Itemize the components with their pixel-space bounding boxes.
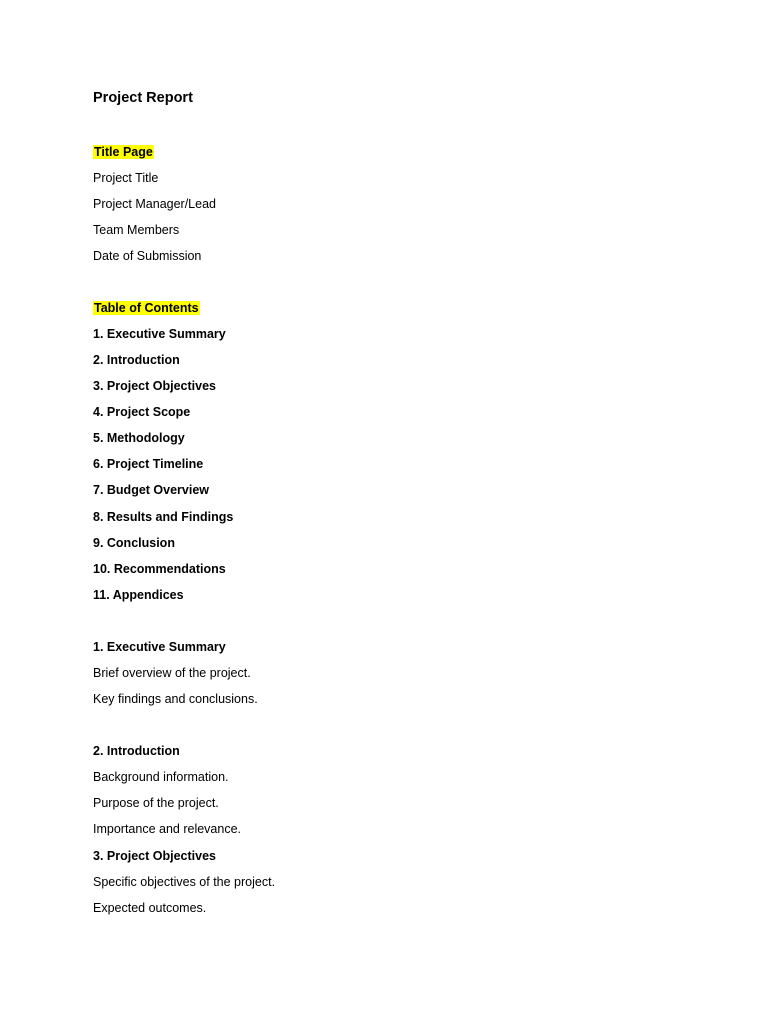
toc-item: 3. Project Objectives (93, 379, 216, 393)
section-line: Purpose of the project. (93, 796, 219, 810)
section-line: Expected outcomes. (93, 901, 207, 915)
title-page-field: Project Title (93, 171, 159, 185)
title-page-field: Team Members (93, 223, 180, 237)
section-line: Importance and relevance. (93, 822, 242, 836)
section-heading: 3. Project Objectives (93, 849, 216, 863)
toc-heading (93, 300, 200, 316)
toc-item: 4. Project Scope (93, 405, 191, 419)
section-line: Brief overview of the project. (93, 666, 251, 680)
toc-item: 7. Budget Overview (93, 483, 210, 497)
document-title: Project Report (93, 90, 193, 106)
toc-item: 9. Conclusion (93, 536, 175, 550)
toc-item: 6. Project Timeline (93, 457, 204, 471)
section-heading: 1. Executive Summary (93, 640, 226, 654)
title-page-field: Project Manager/Lead (93, 197, 216, 211)
section-line: Key findings and conclusions. (93, 692, 258, 706)
toc-item: 11. Appendices (93, 588, 184, 602)
section-line: Specific objectives of the project. (93, 875, 276, 889)
section-line: Background information. (93, 770, 229, 784)
highlighted-heading: Title Page (94, 145, 153, 159)
toc-item: 2. Introduction (93, 353, 180, 367)
title-page-field: Date of Submission (93, 249, 202, 263)
toc-item: 5. Methodology (93, 431, 185, 445)
toc-item: 10. Recommendations (93, 562, 226, 576)
highlighted-heading: Table of Contents (94, 301, 199, 315)
title-page-heading (93, 144, 154, 160)
section-heading: 2. Introduction (93, 744, 180, 758)
toc-item: 1. Executive Summary (93, 327, 226, 341)
toc-item: 8. Results and Findings (93, 510, 234, 524)
